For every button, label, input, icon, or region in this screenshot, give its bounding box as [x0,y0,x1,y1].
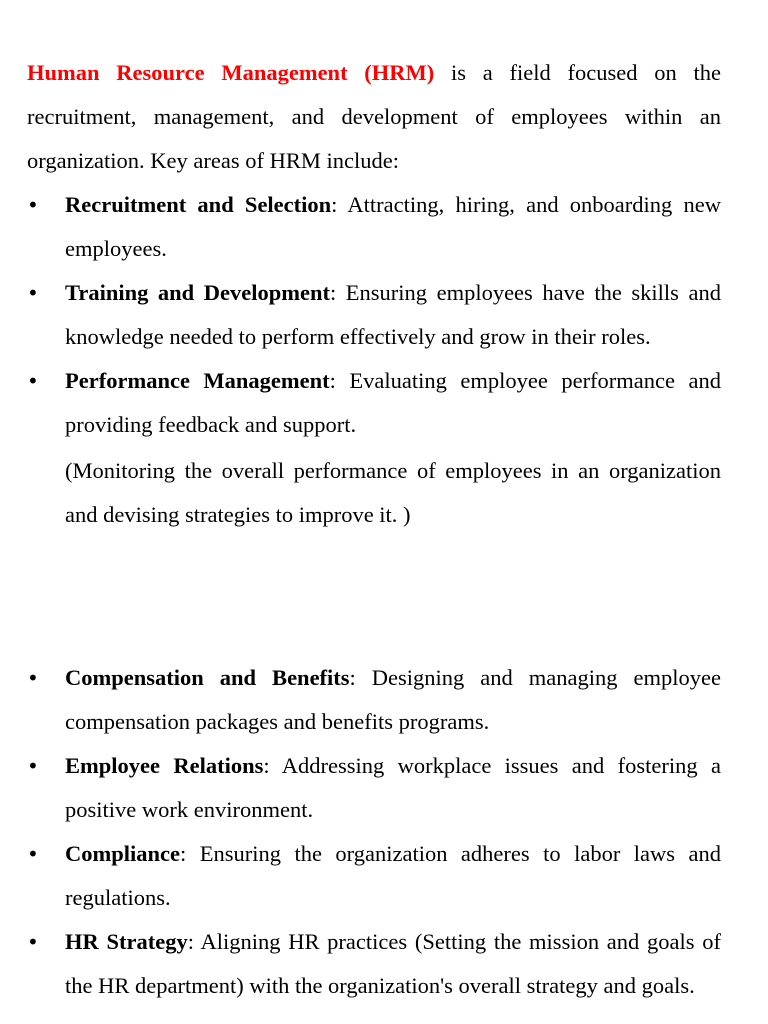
item-description: : Ensuring the organization adheres to labor laws and regulations. [65,841,721,910]
item-term: Employee Relations [65,753,264,778]
item-description: : Attracting, hiring, and onboarding new employees. [65,192,721,261]
list-item-compensation [27,656,721,744]
list-item-recruitment [27,183,721,271]
performance-note: (Monitoring the overall performance of employees in an organization and devising strategies to improve it. ) [65,458,721,527]
item-description: : Aligning HR practices (Setting the mission and goals of the HR department) with the organization's overall strategy and goals. [65,929,721,998]
item-term: Recruitment and Selection [65,192,332,217]
hrm-areas-list-top [27,183,721,537]
bullet-point: • [27,666,39,690]
intro-text: is a field focused on the recruitment, management, and development of employees within an organization. Key areas of HRM include: [27,60,722,173]
list-item-performance [27,359,721,537]
hrm-areas-list-bottom [27,656,721,1008]
item-description: : Ensuring employees have the skills and knowledge needed to perform effectively and grow in their roles. [65,280,721,349]
item-term: Compliance [65,841,180,866]
bullet-point: • [27,754,39,778]
bullet-point: • [27,930,39,954]
list-item-employee-relations [27,744,721,832]
item-description: : Evaluating employee performance and providing feedback and support. [65,368,721,437]
list-item-hr-strategy [27,920,721,1008]
item-term: Training and Development [65,280,330,305]
intro-paragraph [27,51,721,183]
bullet-point: • [27,842,39,866]
bullet-point: • [27,281,39,305]
item-term: Performance Management [65,368,330,393]
item-description: : Designing and managing employee compensation packages and benefits programs. [65,665,721,734]
item-description: : Addressing workplace issues and fostering a positive work environment. [65,753,721,822]
item-term: HR Strategy [65,929,188,954]
bullet-point: • [27,193,39,217]
hrm-term-highlight: Human Resource Management (HRM) [27,60,435,85]
bullet-point: • [27,369,39,393]
list-item-compliance [27,832,721,920]
list-item-training [27,271,721,359]
item-term: Compensation and Benefits [65,665,350,690]
